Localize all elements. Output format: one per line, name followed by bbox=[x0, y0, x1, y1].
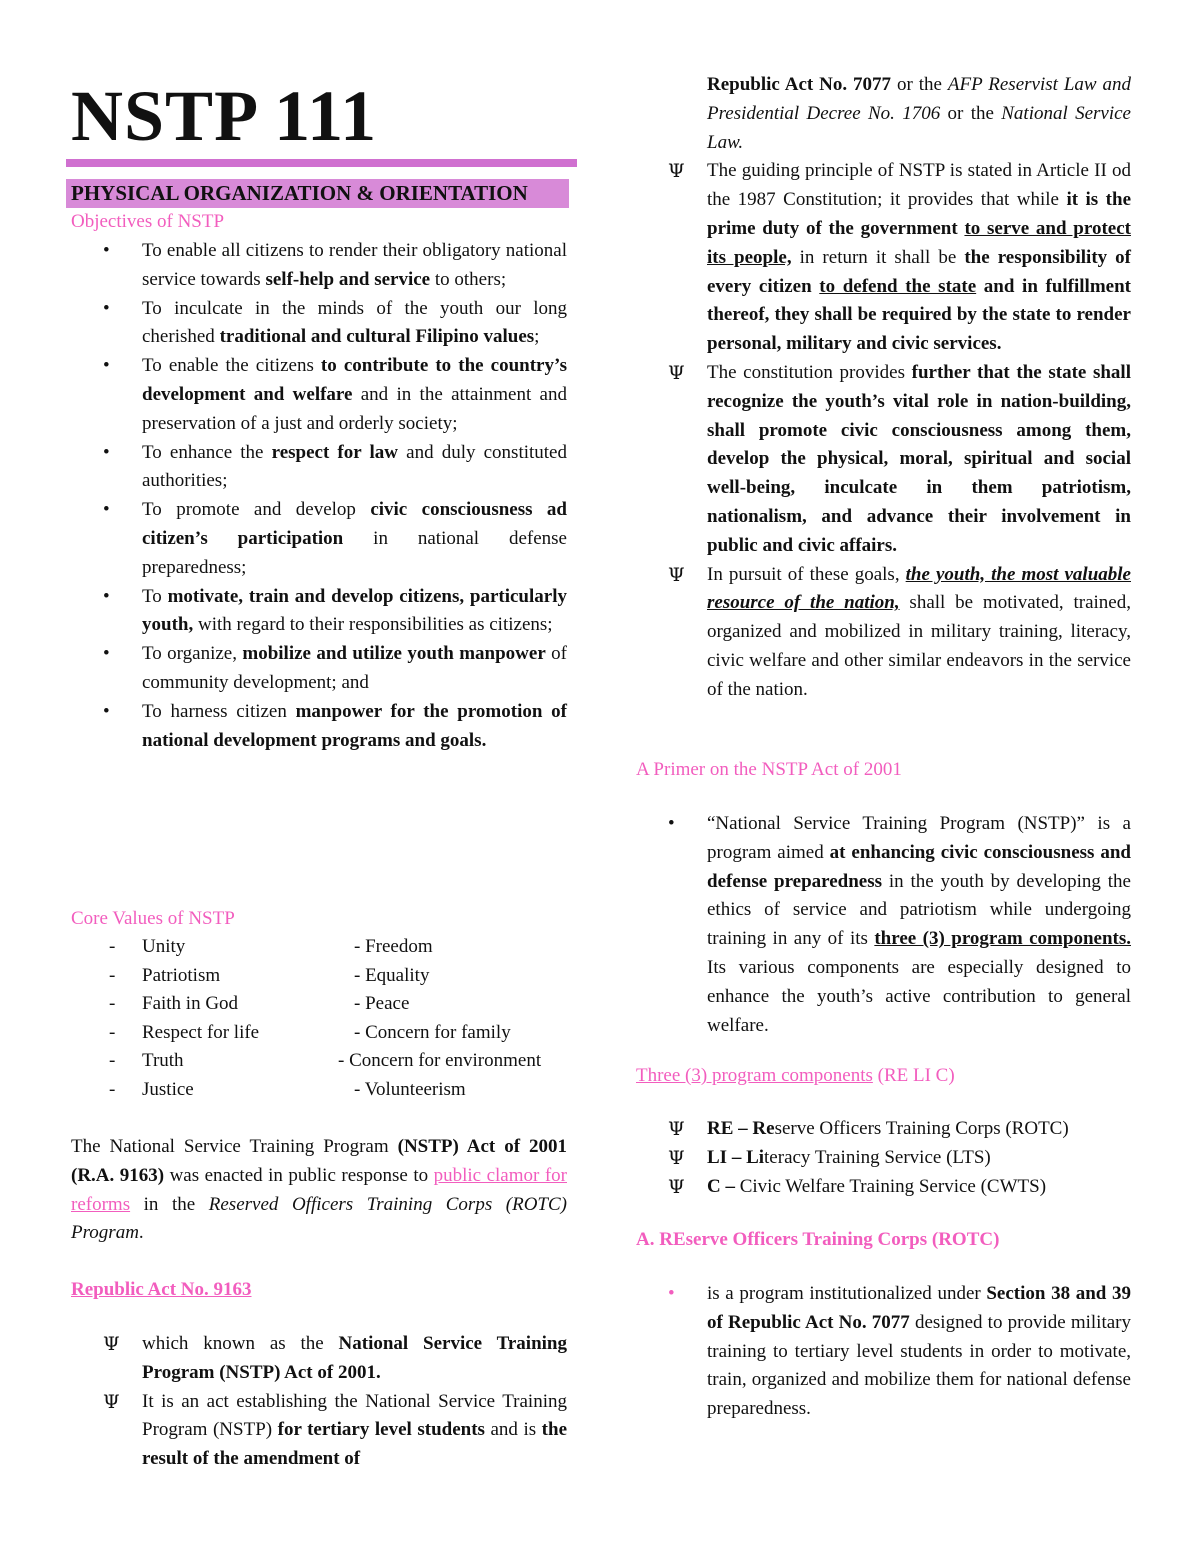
objective-text: To enhance the respect for law and duly constituted authorities; bbox=[142, 441, 567, 492]
list-item: • “National Service Training Program (NSTP)” is a program aimed at enhancing civic consciousness and defense preparedness in the youth by developing the ethics of service and patriotism while undergoing training in any of its three (3) program components. Its various components are especially designed to enhance the youth’s active contribution to general welfare. bbox=[636, 810, 1131, 1040]
bullet-icon: • bbox=[103, 585, 110, 607]
title-divider bbox=[66, 159, 577, 167]
public-clamor-link[interactable]: public clamor for reforms bbox=[71, 1164, 567, 1215]
list-item bbox=[71, 496, 567, 582]
list-item bbox=[71, 295, 567, 353]
objective-text: To inculcate in the minds of the youth our long cherished traditional and cultural Filipino values; bbox=[142, 297, 567, 348]
section-heading-band: PHYSICAL ORGANIZATION & ORIENTATION bbox=[66, 179, 569, 208]
components-link[interactable]: Three (3) program components bbox=[636, 1065, 873, 1086]
bullet-icon: • bbox=[103, 441, 110, 463]
list-item: Ψ The constitution provides further that the state shall recognize the youth’s vital role in nation-building, shall promote civic consciousness among them, develop the physical, moral, spiritual and social well-being, inculcate in them patriotism, nationalism, and advance their involvement in public and civic affairs. bbox=[636, 359, 1131, 561]
primer-list bbox=[636, 810, 1131, 1040]
objectives-list bbox=[71, 237, 567, 755]
list-item: Ψ which known as the National Service Training Program (NSTP) Act of 2001. bbox=[71, 1330, 567, 1388]
list-item bbox=[71, 698, 567, 756]
list-item: - Justice - Volunteerism bbox=[109, 1078, 466, 1100]
primer-heading: A Primer on the NSTP Act of 2001 bbox=[636, 759, 902, 780]
list-item bbox=[71, 237, 567, 295]
rotc-list bbox=[636, 1280, 1131, 1424]
guiding-principles-list bbox=[636, 71, 1131, 705]
list-item: Ψ C – Civic Welfare Training Service (CWTS) bbox=[636, 1173, 1131, 1202]
list-item: Ψ LI – Literacy Training Service (LTS) bbox=[636, 1144, 1131, 1173]
list-item: - Respect for life - Concern for family bbox=[109, 1021, 511, 1043]
rotc-heading: A. REserve Officers Training Corps (ROTC) bbox=[636, 1229, 1000, 1250]
list-item: Ψ The guiding principle of NSTP is stated in Article II od the 1987 Constitution; it provides that while it is the prime duty of the government to serve and protect its people, in return it shall be the responsibility of every citizen to defend the state and in fulfillment thereof, they shall be required by the state to render personal, military and civic services. bbox=[636, 157, 1131, 359]
list-item: - Truth - Concern for environment bbox=[109, 1050, 542, 1072]
bullet-icon: • bbox=[103, 240, 110, 261]
objective-text: To enable the citizens to contribute to the country’s development and welfare and in the attainment and preservation of a just and orderly society; bbox=[142, 355, 567, 434]
list-item: Ψ RE – Reserve Officers Training Corps (ROTC) bbox=[636, 1115, 1131, 1144]
components-list bbox=[636, 1115, 1131, 1201]
bullet-icon: • bbox=[103, 700, 110, 722]
objective-text: To motivate, train and develop citizens, particularly youth, with regard to their responsibilities as citizens; bbox=[142, 585, 567, 636]
list-item bbox=[71, 439, 567, 497]
objective-text: To enable all citizens to render their obligatory national service towards self-help and service to others; bbox=[142, 240, 567, 290]
bullet-icon: • bbox=[668, 813, 675, 834]
list-item bbox=[71, 352, 567, 438]
list-item: - Unity - Freedom bbox=[109, 936, 433, 957]
list-item: Ψ It is an act establishing the National Service Training Program (NSTP) for tertiary level students and is the result of the amendment of bbox=[71, 1388, 567, 1474]
list-item: Ψ In pursuit of these goals, the youth, the most valuable resource of the nation, shall be motivated, trained, organized and mobilized in military training, literacy, civic welfare and other similar endeavors in the service of the nation. bbox=[636, 561, 1131, 705]
list-item: - Patriotism - Equality bbox=[109, 964, 430, 986]
psi-bullet-icon: Ψ bbox=[668, 1146, 685, 1169]
list-item bbox=[71, 640, 567, 698]
list-item bbox=[71, 583, 567, 641]
bullet-icon: • bbox=[103, 297, 110, 319]
nstp-act-paragraph: The National Service Training Program (NSTP) Act of 2001 (R.A. 9163) was enacted in public response to public clamor for reforms in the Reserved Officers Training Corps (ROTC) Program. bbox=[71, 1136, 568, 1244]
core-values-heading: Core Values of NSTP bbox=[71, 908, 235, 929]
bullet-icon: • bbox=[668, 1283, 675, 1304]
objectives-heading: Objectives of NSTP bbox=[71, 211, 225, 232]
psi-bullet-icon: Ψ bbox=[103, 1333, 120, 1355]
page-title: NSTP 111 bbox=[71, 76, 378, 156]
objective-text: To promote and develop civic consciousness ad citizen’s participation in national defense preparedness; bbox=[142, 499, 567, 578]
psi-bullet-icon: Ψ bbox=[668, 563, 685, 586]
psi-bullet-icon: Ψ bbox=[668, 361, 685, 384]
core-values-list bbox=[71, 933, 567, 1105]
objective-text: To harness citizen manpower for the promotion of national development programs and goals. bbox=[142, 700, 567, 751]
list-item: - Faith in God - Peace bbox=[109, 993, 410, 1015]
ra9163-heading: Republic Act No. 9163 bbox=[71, 1279, 252, 1300]
bullet-icon: • bbox=[103, 355, 110, 377]
list-item: Republic Act No. 7077 or the AFP Reservist Law and Presidential Decree No. 1706 or the National Service Law. bbox=[707, 74, 1132, 153]
psi-bullet-icon: Ψ bbox=[103, 1390, 120, 1413]
bullet-icon: • bbox=[103, 499, 110, 521]
psi-bullet-icon: Ψ bbox=[668, 1118, 685, 1140]
bullet-icon: • bbox=[103, 643, 110, 665]
components-heading: Three (3) program components (RE LI C) bbox=[636, 1065, 955, 1086]
list-item: • is a program institutionalized under Section 38 and 39 of Republic Act No. 7077 designed to provide military training to tertiary level students in order to motivate, train, organized and mobilize them for national defense preparedness. bbox=[636, 1280, 1131, 1424]
objective-text: To organize, mobilize and utilize youth manpower of community development; and bbox=[142, 643, 567, 693]
ra9163-list bbox=[71, 1330, 567, 1474]
psi-bullet-icon: Ψ bbox=[668, 1175, 685, 1198]
psi-bullet-icon: Ψ bbox=[668, 160, 685, 183]
